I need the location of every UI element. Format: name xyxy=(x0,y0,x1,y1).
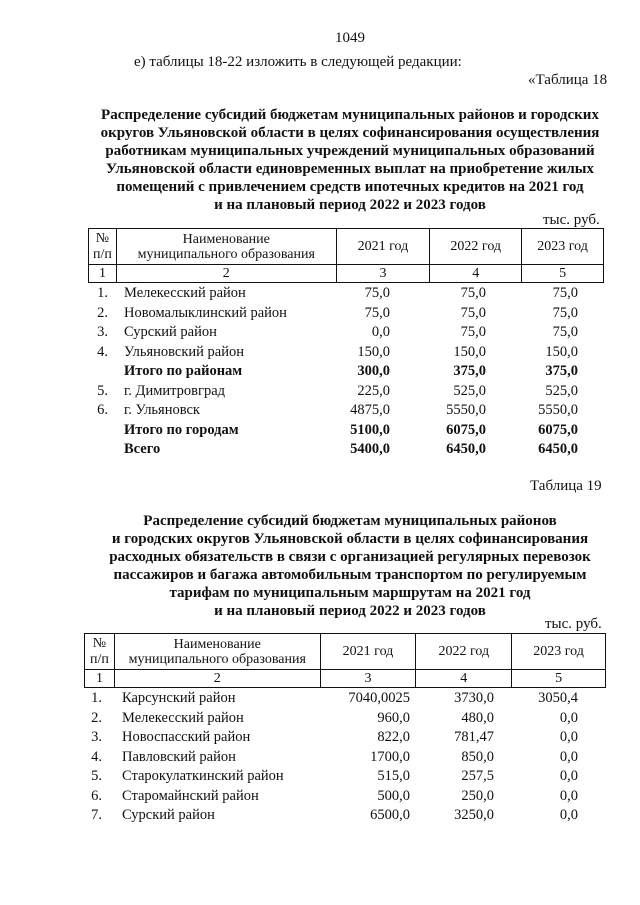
col-number: 1 xyxy=(89,265,117,283)
table-row xyxy=(88,285,604,305)
value-2022: 6075,0 xyxy=(446,421,486,438)
table19-title-line: и городских округов Ульяновской области в целях софинансирования xyxy=(111,531,589,547)
value-2022: 3250,0 xyxy=(454,807,494,823)
table-row xyxy=(88,324,604,344)
header-2022: 2022 год xyxy=(430,229,522,265)
table18-title-line: помещений с привлечением средств ипотечных кредитов на 2021 год xyxy=(116,179,584,195)
row-name: Мелекесский район xyxy=(122,709,244,726)
header-no: № xyxy=(92,635,107,651)
value-2022: 781,47 xyxy=(454,729,494,745)
value-2022: 850,0 xyxy=(461,748,494,765)
table18-title-line: округов Ульяновской области в целях софинансирования осуществления xyxy=(100,125,600,141)
value-2021: 225,0 xyxy=(357,382,390,399)
value-2022: 3730,0 xyxy=(454,690,494,706)
header-name-cell xyxy=(116,229,336,265)
table-row xyxy=(84,690,606,710)
value-2021: 1700,0 xyxy=(370,748,410,765)
table19-title-line: тарифам по муниципальным маршрутам на 2021 год xyxy=(169,585,531,601)
value-2022: 250,0 xyxy=(461,787,494,804)
row-number: 6. xyxy=(97,402,108,418)
table19-title xyxy=(60,512,640,620)
table-row xyxy=(88,305,604,325)
row-name: Сурский район xyxy=(122,807,215,823)
header-2023: 2023 год xyxy=(522,229,604,265)
table18-body xyxy=(88,285,604,461)
table19-title-line: и на плановый период 2022 и 2023 годов xyxy=(214,603,486,619)
col-number: 5 xyxy=(522,265,604,283)
value-2023: 150,0 xyxy=(545,343,578,360)
table18-title-line: Распределение субсидий бюджетам муниципальных районов и городских xyxy=(101,107,599,123)
value-2022: 75,0 xyxy=(460,324,486,340)
row-name: Итого по районам xyxy=(124,363,243,379)
value-2021: 7040,0025 xyxy=(348,690,410,706)
table-row xyxy=(84,729,606,749)
table-row xyxy=(88,383,604,403)
value-2022: 150,0 xyxy=(453,343,486,360)
table-row xyxy=(88,344,604,364)
header-2023: 2023 год xyxy=(512,634,606,670)
table-row xyxy=(84,807,606,827)
col-number: 2 xyxy=(116,265,336,283)
table19-title-line: пассажиров и багажа автомобильным транспортом по регулируемым xyxy=(113,567,587,583)
header-name-sub: муниципального образования xyxy=(128,651,306,667)
table18-title-line: Ульяновской области единовременных выплат на приобретение жилых xyxy=(106,161,594,177)
row-number: 4. xyxy=(91,748,102,765)
value-2022: 6450,0 xyxy=(446,441,486,457)
row-number: 5. xyxy=(97,382,108,399)
row-number: 2. xyxy=(97,304,108,321)
row-number: 6. xyxy=(91,787,102,804)
table18-unit: тыс. руб. xyxy=(543,212,600,228)
value-2022: 525,0 xyxy=(453,382,486,399)
value-2023: 0,0 xyxy=(559,807,578,823)
row-number: 4. xyxy=(97,343,108,360)
value-2021: 5400,0 xyxy=(350,441,390,457)
row-number: 3. xyxy=(97,324,108,340)
value-2021: 6500,0 xyxy=(370,807,410,823)
table18-title-line: работникам муниципальных учреждений муниципальных образований xyxy=(105,143,595,159)
table18-title-line: и на плановый период 2022 и 2023 годов xyxy=(214,197,486,213)
table-row xyxy=(84,749,606,769)
value-2023: 75,0 xyxy=(552,304,578,321)
col-number: 4 xyxy=(416,670,512,688)
col-number: 5 xyxy=(512,670,606,688)
col-number: 3 xyxy=(320,670,416,688)
row-number: 5. xyxy=(91,768,102,784)
table18-title xyxy=(60,106,640,214)
value-2023: 75,0 xyxy=(552,285,578,301)
value-2021: 300,0 xyxy=(357,363,390,379)
table-total-row xyxy=(88,422,604,442)
value-2021: 75,0 xyxy=(364,304,390,321)
value-2022: 75,0 xyxy=(460,285,486,301)
value-2023: 0,0 xyxy=(559,768,578,784)
row-number: 1. xyxy=(97,285,108,301)
row-name: Мелекесский район xyxy=(124,285,246,301)
value-2023: 375,0 xyxy=(545,363,578,379)
row-number: 7. xyxy=(91,807,102,823)
header-no-sub: п/п xyxy=(90,651,109,667)
value-2021: 5100,0 xyxy=(350,421,390,438)
row-name: г. Димитровград xyxy=(124,382,226,399)
row-name: Старокулаткинский район xyxy=(122,768,284,784)
intro-text: е) таблицы 18-22 изложить в следующей редакции: xyxy=(134,54,462,70)
table-row xyxy=(84,788,606,808)
table-row xyxy=(84,710,606,730)
table19-label: Таблица 19 xyxy=(530,478,602,494)
header-no-sub: п/п xyxy=(93,246,112,262)
header-no-cell xyxy=(85,634,115,670)
header-no: № xyxy=(95,230,110,246)
value-2021: 150,0 xyxy=(357,343,390,360)
table-row xyxy=(88,402,604,422)
col-number: 3 xyxy=(336,265,430,283)
header-2022: 2022 год xyxy=(416,634,512,670)
table19-body xyxy=(84,690,606,827)
value-2023: 0,0 xyxy=(559,787,578,804)
value-2023: 3050,4 xyxy=(538,690,578,706)
row-name: Итого по городам xyxy=(124,421,239,438)
table19-unit: тыс. руб. xyxy=(545,616,602,632)
value-2023: 525,0 xyxy=(545,382,578,399)
row-number: 1. xyxy=(91,690,102,706)
value-2022: 480,0 xyxy=(461,709,494,726)
value-2021: 515,0 xyxy=(377,768,410,784)
row-name: Старомайнский район xyxy=(122,787,259,804)
value-2023: 6075,0 xyxy=(538,421,578,438)
value-2023: 0,0 xyxy=(559,748,578,765)
value-2022: 5550,0 xyxy=(446,402,486,418)
row-number: 2. xyxy=(91,709,102,726)
value-2022: 375,0 xyxy=(453,363,486,379)
header-2021: 2021 год xyxy=(336,229,430,265)
value-2023: 5550,0 xyxy=(538,402,578,418)
value-2022: 257,5 xyxy=(461,768,494,784)
row-name: г. Ульяновск xyxy=(124,402,200,418)
col-number: 2 xyxy=(114,670,320,688)
value-2021: 822,0 xyxy=(377,729,410,745)
col-number: 1 xyxy=(85,670,115,688)
row-name: Павловский район xyxy=(122,748,236,765)
header-name: Наименование xyxy=(182,231,270,247)
header-name-cell xyxy=(114,634,320,670)
value-2021: 960,0 xyxy=(377,709,410,726)
value-2021: 0,0 xyxy=(371,324,390,340)
value-2021: 75,0 xyxy=(364,285,390,301)
value-2021: 500,0 xyxy=(377,787,410,804)
table-row xyxy=(84,768,606,788)
table19-title-line: Распределение субсидий бюджетам муниципальных районов xyxy=(143,513,557,529)
row-number: 3. xyxy=(91,729,102,745)
header-name: Наименование xyxy=(173,636,261,652)
row-name: Всего xyxy=(124,441,161,457)
row-name: Новомалыклинский район xyxy=(124,304,287,321)
table19-header xyxy=(84,633,606,688)
table-total-row xyxy=(88,363,604,383)
table19-title-line: расходных обязательств в связи с организацией регулярных перевозок xyxy=(109,549,591,565)
row-name: Ульяновский район xyxy=(124,343,245,360)
value-2023: 0,0 xyxy=(559,709,578,726)
table-total-row xyxy=(88,441,604,461)
value-2023: 0,0 xyxy=(559,729,578,745)
value-2021: 4875,0 xyxy=(350,402,390,418)
row-name: Карсунский район xyxy=(122,690,236,706)
table18-header xyxy=(88,228,604,283)
row-name: Сурский район xyxy=(124,324,217,340)
page-number: 1049 xyxy=(335,30,365,46)
value-2023: 6450,0 xyxy=(538,441,578,457)
table18-label: «Таблица 18 xyxy=(528,72,608,88)
col-number: 4 xyxy=(430,265,522,283)
row-name: Новоспасский район xyxy=(122,729,251,745)
header-2021: 2021 год xyxy=(320,634,416,670)
value-2022: 75,0 xyxy=(460,304,486,321)
value-2023: 75,0 xyxy=(552,324,578,340)
header-no-cell xyxy=(89,229,117,265)
header-name-sub: муниципального образования xyxy=(137,246,315,262)
